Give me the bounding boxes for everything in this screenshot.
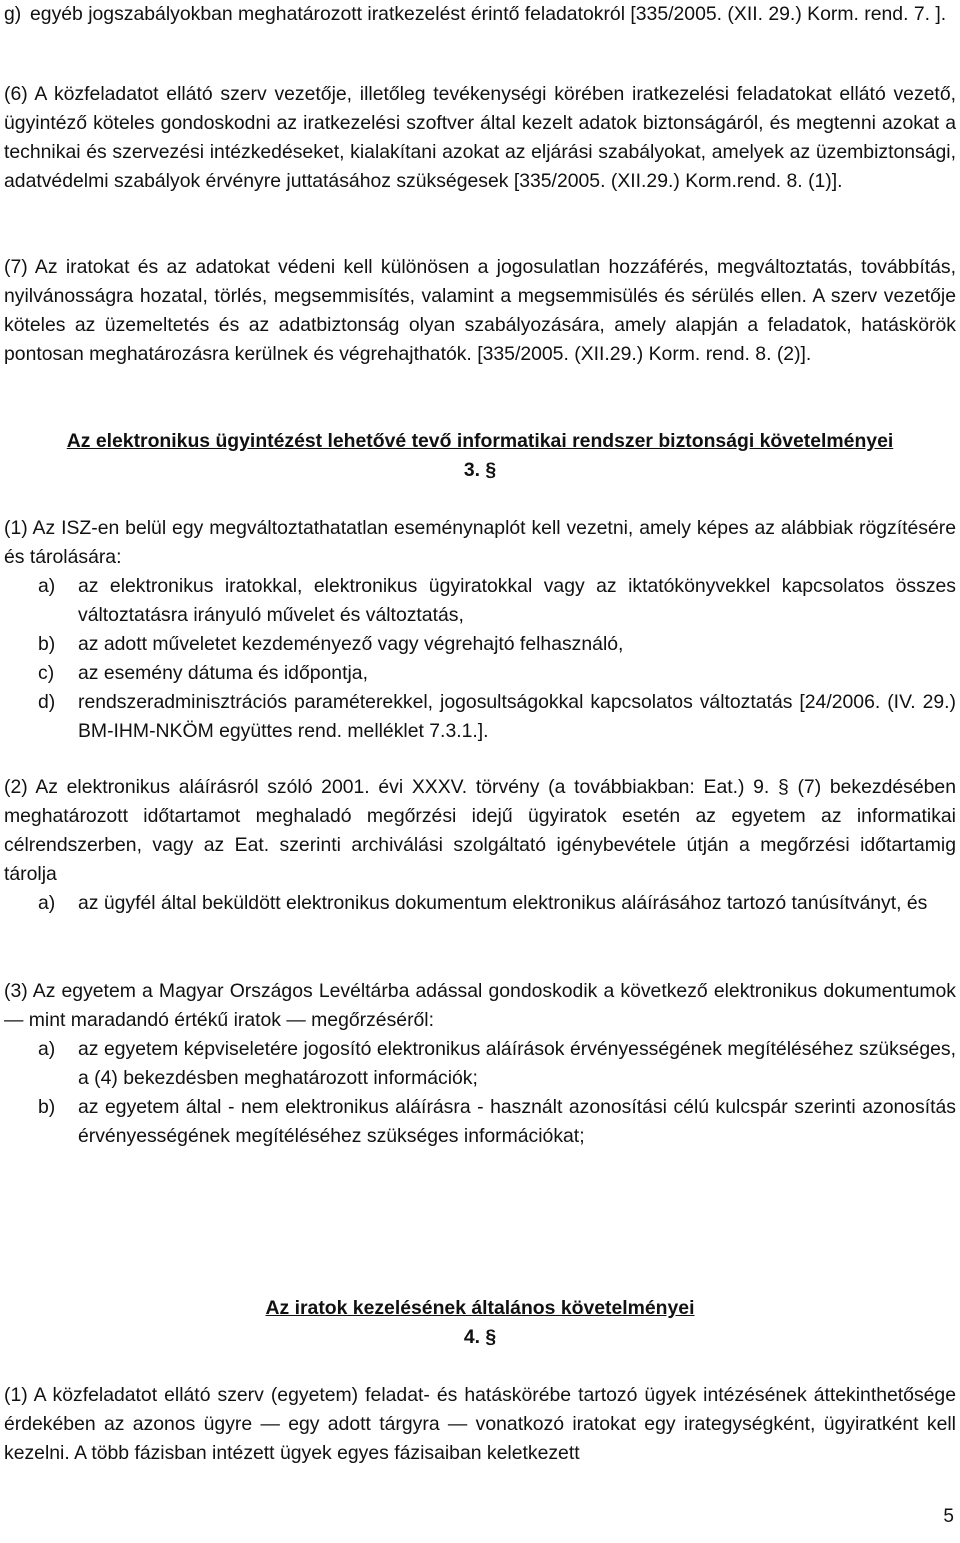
section-number: 4. §	[463, 1326, 497, 1348]
list-text: az adott műveletet kezdeményező vagy végrehajtó felhasználó,	[78, 633, 624, 655]
paragraph-text: (6) A közfeladatot ellátó szerv vezetője, illetőleg tevékenységi körében iratkezelési feladatokat ellátó vezető, ügyintéző köteles gondoskodni az iratkezelési szoftver által kezelt adatok biztonságáról, és megtenni azokat a technikai és szervezési intézkedéseket, kialakítani azokat az eljárási szabályokat, amelyek az üzembiztonsági, adatvédelmi szabályok érvényre juttatásához szükségesek [335/2005. (XII.29.) Korm.rend. 8. (1)].	[4, 83, 956, 192]
list-item	[4, 630, 956, 659]
list-item	[4, 1035, 956, 1093]
paragraph-text: (2) Az elektronikus aláírásról szóló 2001. évi XXXV. törvény (a továbbiakban: Eat.) 9. § (7) bekezdésében meghatározott időtartamot meghaladó megőrzési idejű ügyiratok esetén az egyetem az informatikai célrendszerben, vagy az Eat. szerinti archiválási szolgáltató igénybevétele útján a megőrzési időtartamig tárolja	[4, 776, 956, 885]
list-label: b)	[38, 1096, 56, 1118]
section-3-paragraph-3	[4, 977, 956, 1151]
section-heading: Az elektronikus ügyintézést lehetővé tevő informatikai rendszer biztonsági követelményei	[66, 430, 894, 452]
paragraph-6	[4, 80, 956, 196]
list-label: a)	[38, 1038, 56, 1060]
list-text: az esemény dátuma és időpontja,	[78, 662, 368, 684]
list-item	[4, 889, 956, 918]
list-label: d)	[38, 691, 56, 713]
section-4-header	[4, 1294, 956, 1352]
list-label: c)	[38, 662, 55, 684]
section-4-paragraph-1	[4, 1381, 956, 1468]
paragraph-text: (1) Az ISZ-en belül egy megváltoztathatatlan eseménynaplót kell vezetni, amely képes az alábbiak rögzítésére és tárolására:	[4, 517, 956, 568]
list-text: az ügyfél által beküldött elektronikus dokumentum elektronikus aláírásához tartozó tanúsítványt, és	[78, 892, 928, 914]
section-3-paragraph-2	[4, 773, 956, 918]
list-text: az egyetem által - nem elektronikus aláírásra - használt azonosítási célú kulcspár szerinti azonosítás érvényességének megítéléséhez szükséges információkat;	[78, 1096, 956, 1147]
list-label: a)	[38, 575, 56, 597]
list-item	[4, 659, 956, 688]
paragraph-text: (3) Az egyetem a Magyar Országos Levéltárba adással gondoskodik a következő elektronikus dokumentumok — mint maradandó értékű iratok — megőrzéséről:	[4, 980, 956, 1031]
section-heading: Az iratok kezelésének általános követelményei	[265, 1297, 695, 1319]
paragraph-7	[4, 253, 956, 369]
list-item	[4, 1093, 956, 1151]
list-text: egyéb jogszabályokban meghatározott iratkezelést érintő feladatokról [335/2005. (XII. 29.) Korm. rend. 7. ].	[30, 3, 947, 25]
section-3-header	[4, 427, 956, 485]
list-text: az egyetem képviseletére jogosító elektronikus aláírások érvényességének megítéléséhez szükséges, a (4) bekezdésben meghatározott információk;	[78, 1038, 956, 1089]
item-g	[4, 0, 956, 29]
list-text: az elektronikus iratokkal, elektronikus ügyiratokkal vagy az iktatókönyvekkel kapcsolatos összes változtatásra irányuló művelet és változtatás,	[78, 575, 956, 626]
list-label: g)	[4, 3, 22, 25]
paragraph-text: (7) Az iratokat és az adatokat védeni kell különösen a jogosulatlan hozzáférés, megváltoztatás, továbbítás, nyilvánosságra hozatal, törlés, megsemmisítés, valamint a megsemmisülés és sérülés ellen. A szerv vezetője köteles az üzemeltetés és az adatbiztonság olyan szabályozására, amely alapján a feladatok, hatáskörök pontosan meghatározásra kerülnek és végrehajthatók. [335/2005. (XII.29.) Korm. rend. 8. (2)].	[4, 256, 956, 365]
list-label: a)	[38, 892, 56, 914]
paragraph-text: (1) A közfeladatot ellátó szerv (egyetem) feladat- és hatáskörébe tartozó ügyek intézésének áttekinthetősége érdekében az azonos ügyre — egy adott tárgyra — vonatkozó iratokat egy irategységként, ügyiratként kell kezelni. A több fázisban intézett ügyek egyes fázisaiban keletkezett	[4, 1384, 956, 1464]
list-item	[4, 688, 956, 746]
list-item	[4, 572, 956, 630]
list-label: b)	[38, 633, 56, 655]
section-number: 3. §	[463, 459, 497, 481]
list-text: rendszeradminisztrációs paraméterekkel, jogosultságokkal kapcsolatos változtatás [24/2006. (IV. 29.) BM-IHM-NKÖM együttes rend. melléklet 7.3.1.].	[78, 691, 956, 742]
section-3-paragraph-1	[4, 514, 956, 746]
page-number: 5	[943, 1506, 954, 1527]
